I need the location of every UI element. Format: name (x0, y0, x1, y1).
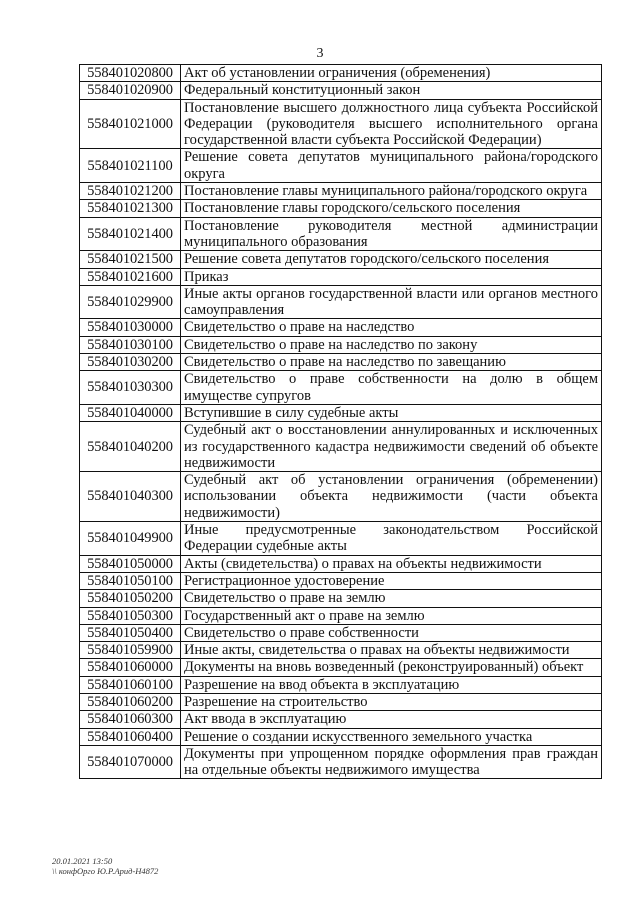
row-code: 558401070000 (80, 745, 181, 779)
table-row (80, 555, 602, 572)
table-row (80, 99, 602, 149)
row-document-name: Документы на вновь возведенный (реконструированный) объект (181, 659, 602, 676)
row-code: 558401049900 (80, 522, 181, 556)
table-row (80, 65, 602, 82)
row-code: 558401060000 (80, 659, 181, 676)
row-code: 558401060300 (80, 711, 181, 728)
row-code: 558401050000 (80, 555, 181, 572)
row-document-name: Постановление руководителя местной администрации муниципального образования (181, 217, 602, 251)
row-code: 558401021400 (80, 217, 181, 251)
row-document-name: Судебный акт о восстановлении аннулированных и исключенных из государственного кадастра недвижимости сведений об объекте недвижимости (181, 422, 602, 472)
row-code: 558401030200 (80, 354, 181, 371)
row-code: 558401021500 (80, 251, 181, 268)
row-document-name: Разрешение на ввод объекта в эксплуатацию (181, 676, 602, 693)
row-code: 558401020800 (80, 65, 181, 82)
table-row (80, 624, 602, 641)
table-body (80, 65, 602, 779)
row-code: 558401021600 (80, 268, 181, 285)
table-row (80, 82, 602, 99)
row-document-name: Приказ (181, 268, 602, 285)
page-number: 3 (316, 46, 324, 61)
row-code: 558401021300 (80, 200, 181, 217)
row-code: 558401030100 (80, 336, 181, 353)
row-document-name: Разрешение на строительство (181, 693, 602, 710)
row-code: 558401050200 (80, 590, 181, 607)
row-document-name: Иные предусмотренные законодательством Российской Федерации судебные акты (181, 522, 602, 556)
row-document-name: Государственный акт о праве на землю (181, 607, 602, 624)
table-row (80, 607, 602, 624)
table-row (80, 217, 602, 251)
row-document-name: Постановление главы городского/сельского поселения (181, 200, 602, 217)
row-code: 558401021200 (80, 183, 181, 200)
row-code: 558401029900 (80, 285, 181, 319)
table-row (80, 472, 602, 522)
row-document-name: Свидетельство о праве собственности (181, 624, 602, 641)
table-row (80, 251, 602, 268)
row-document-name: Решение совета депутатов муниципального района/городского округа (181, 149, 602, 183)
table-row (80, 728, 602, 745)
table-row (80, 422, 602, 472)
table-row (80, 183, 602, 200)
table-row (80, 642, 602, 659)
footer-timestamp: 20.01.2021 13:50 (52, 856, 113, 866)
table-row (80, 659, 602, 676)
row-document-name: Иные акты, свидетельства о правах на объекты недвижимости (181, 642, 602, 659)
row-document-name: Федеральный конституционный закон (181, 82, 602, 99)
row-document-name: Судебный акт об установлении ограничения (обременении) использовании объекта недвижимости (части объекта недвижимости) (181, 472, 602, 522)
table-row (80, 404, 602, 421)
row-code: 558401050100 (80, 572, 181, 589)
row-document-name: Иные акты органов государственной власти или органов местного самоуправления (181, 285, 602, 319)
document-codes-table (79, 64, 602, 779)
row-document-name: Решение о создании искусственного земельного участка (181, 728, 602, 745)
row-code: 558401040200 (80, 422, 181, 472)
row-code: 558401059900 (80, 642, 181, 659)
row-code: 558401030000 (80, 319, 181, 336)
row-document-name: Свидетельство о праве на наследство по завещанию (181, 354, 602, 371)
table-row (80, 285, 602, 319)
row-code: 558401030300 (80, 371, 181, 405)
table-row (80, 268, 602, 285)
table-row (80, 676, 602, 693)
row-document-name: Акты (свидетельства) о правах на объекты недвижимости (181, 555, 602, 572)
footer-signature: \\ конфОрго Ю.Р.Арид-Н4872 (52, 866, 159, 876)
table-row (80, 522, 602, 556)
document-footer (52, 856, 158, 876)
row-document-name: Регистрационное удостоверение (181, 572, 602, 589)
table-row (80, 319, 602, 336)
row-document-name: Свидетельство о праве на землю (181, 590, 602, 607)
table-row (80, 590, 602, 607)
row-document-name: Свидетельство о праве на наследство (181, 319, 602, 336)
row-document-name: Свидетельство о праве на наследство по закону (181, 336, 602, 353)
table-row (80, 711, 602, 728)
table-row (80, 745, 602, 779)
row-code: 558401021000 (80, 99, 181, 149)
table-row (80, 336, 602, 353)
table-row (80, 200, 602, 217)
row-document-name: Акт об установлении ограничения (обременения) (181, 65, 602, 82)
row-document-name: Решение совета депутатов городского/сельского поселения (181, 251, 602, 268)
row-document-name: Свидетельство о праве собственности на долю в общем имуществе супругов (181, 371, 602, 405)
row-code: 558401021100 (80, 149, 181, 183)
row-code: 558401040300 (80, 472, 181, 522)
row-code: 558401060400 (80, 728, 181, 745)
row-document-name: Акт ввода в эксплуатацию (181, 711, 602, 728)
table-row (80, 149, 602, 183)
table-row (80, 371, 602, 405)
table-row (80, 572, 602, 589)
table-row (80, 693, 602, 710)
row-code: 558401050300 (80, 607, 181, 624)
row-code: 558401060100 (80, 676, 181, 693)
row-document-name: Постановление главы муниципального района/городского округа (181, 183, 602, 200)
table-row (80, 354, 602, 371)
row-code: 558401040000 (80, 404, 181, 421)
row-document-name: Постановление высшего должностного лица субъекта Российской Федерации (руководителя высшего исполнительного органа государственной власти субъекта Российской Федерации) (181, 99, 602, 149)
row-code: 558401060200 (80, 693, 181, 710)
row-code: 558401050400 (80, 624, 181, 641)
row-document-name: Вступившие в силу судебные акты (181, 404, 602, 421)
row-document-name: Документы при упрощенном порядке оформления прав граждан на отдельные объекты недвижимого имущества (181, 745, 602, 779)
row-code: 558401020900 (80, 82, 181, 99)
